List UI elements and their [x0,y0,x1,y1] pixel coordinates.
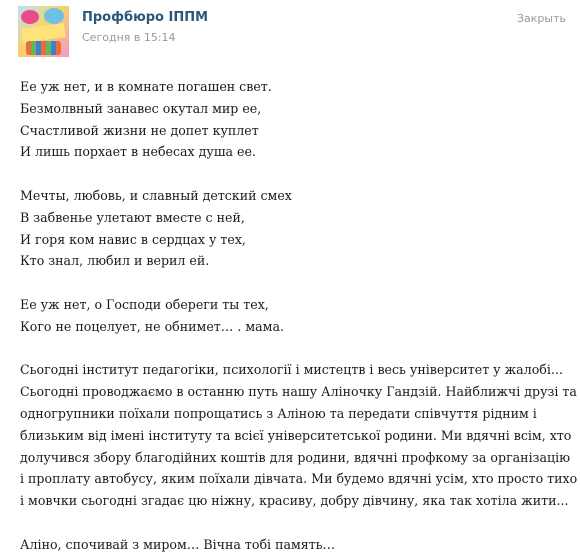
avatar-decor [26,41,61,55]
group-avatar-icon[interactable] [18,6,69,57]
post-text [20,76,578,556]
spacer [20,272,572,294]
paragraph-line: і мовчки сьогодні згадає цю ніжну, красиву, добру дівчину, яка так хотіла жити... [20,493,569,509]
spacer [20,338,572,360]
poem-line: Кто знал, любил и верил ей. [20,253,210,269]
avatar-decor [21,23,66,43]
poem-line: Счастливой жизни не допет куплет [20,122,259,138]
spacer [20,512,572,534]
post-author-link[interactable]: Профбюро ІППМ [82,10,209,25]
paragraph-line: і проплату автобусу, яким поїхали дівчата. Ми будемо вдячні усім, хто просто тихо [20,471,578,487]
closing-line: Аліно, спочивай з миром… Вічна тобі память… [20,536,336,552]
poem-line: И лишь порхает в небесах душа ее. [20,144,256,160]
poem-line: Ее уж нет, и в комнате погашен свет. [20,79,272,94]
avatar-decor [21,10,39,24]
avatar-decor [44,8,64,24]
close-button[interactable]: Закрыть [517,12,566,25]
paragraph-line: долучився збору благодійних коштів для родини, вдячні профкому за організацію [20,449,571,465]
poem-line: В забвенье улетают вместе с ней, [20,209,245,225]
paragraph-line: близьким від імені інституту та всієї університетської родини. Ми вдячні всім, хто [20,427,572,443]
poem-line: Кого не поцелует, не обнимет… . мама. [20,318,284,334]
paragraph-line: одногрупники поїхали попрощатись з Аліною та передати співчуття рідним і [20,405,537,421]
post-timestamp[interactable]: Сегодня в 15:14 [82,31,176,44]
paragraph-line: Сьогодні інститут педагогіки, психології і мистецтв і весь університет у жалобі... [20,362,563,378]
poem-line: И горя ком навис в сердцах у тех, [20,231,246,247]
poem-line: Безмолвный занавес окутал мир ее, [20,100,262,116]
poem-line: Мечты, любовь, и славный детский смех [20,187,292,203]
poem-line: Ее уж нет, о Господи обереги ты тех, [20,296,269,312]
paragraph-line: Сьогодні проводжаємо в останню путь нашу Аліночку Гандзій. Найближчі друзі та [20,384,577,400]
spacer [20,163,572,185]
